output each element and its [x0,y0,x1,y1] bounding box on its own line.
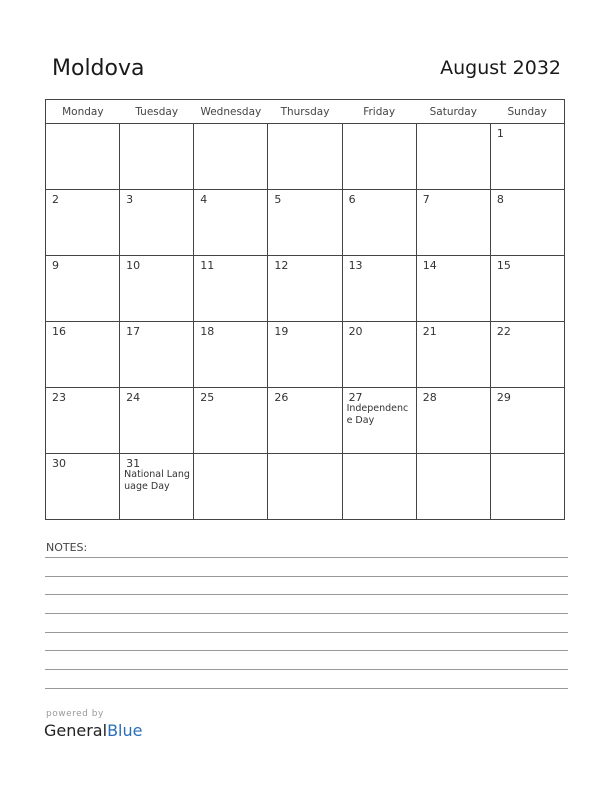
calendar-day-cell [194,454,268,520]
powered-by-text: powered by [46,709,104,719]
brand-general: General [44,721,108,740]
day-number: 11 [200,259,215,272]
calendar-day-cell [416,190,490,256]
calendar-day-cell [342,388,416,454]
calendar-day-cell [120,388,194,454]
notes-label: NOTES: [46,541,88,554]
day-number: 23 [52,391,66,404]
calendar-day-cell [194,322,268,388]
calendar-day-cell [268,454,342,520]
day-number: 31 [126,457,141,470]
weekday-header: Friday [342,100,416,124]
calendar-grid [45,99,565,520]
calendar-day-cell [46,388,120,454]
day-number: 20 [348,325,363,338]
weekday-header-row [46,100,565,124]
brand-logo[interactable] [44,721,142,740]
calendar-day-cell [490,190,564,256]
day-number: 2 [52,193,59,206]
calendar-day-cell [490,124,564,190]
day-number: 17 [126,325,141,338]
day-number: 15 [496,259,511,272]
calendar-day-cell [268,190,342,256]
calendar-day-cell [120,124,194,190]
calendar-day-cell [46,454,120,520]
calendar-day-cell [490,322,564,388]
day-number: 10 [126,259,141,272]
note-line [45,576,568,577]
day-number: 16 [52,325,66,338]
calendar-day-cell [120,190,194,256]
note-line [45,594,568,595]
calendar-day-cell [120,322,194,388]
calendar-week-row [46,322,565,388]
calendar-day-cell [268,322,342,388]
day-number: 18 [200,325,215,338]
day-number: 19 [274,325,289,338]
calendar-day-cell [416,322,490,388]
calendar-week-row [46,388,565,454]
weekday-header: Thursday [268,100,342,124]
calendar-week-row [46,454,565,520]
weekday-header: Monday [46,100,120,124]
note-line [45,632,568,633]
calendar-day-cell [342,454,416,520]
calendar-day-cell [342,256,416,322]
day-number: 26 [274,391,289,404]
calendar-day-cell [342,124,416,190]
brand-blue: Blue [107,721,143,740]
calendar-day-cell [46,124,120,190]
day-number: 9 [52,259,59,272]
calendar-month: August 2032 [440,57,561,79]
weekday-header: Wednesday [194,100,268,124]
calendar-day-cell [416,124,490,190]
calendar-week-row [46,190,565,256]
weekday-header: Tuesday [120,100,194,124]
calendar-week-row [46,124,565,190]
calendar-day-cell [416,454,490,520]
calendar-day-cell [194,190,268,256]
calendar-day-cell [416,256,490,322]
day-number: 6 [348,193,356,206]
note-line [45,669,568,670]
calendar-day-cell [194,124,268,190]
note-line [45,613,568,614]
calendar-day-cell [46,190,120,256]
day-number: 12 [274,259,289,272]
day-number: 22 [496,325,511,338]
calendar-country: Moldova [52,56,145,81]
calendar-day-cell [268,388,342,454]
day-number: 7 [422,193,430,206]
holiday-label: National Language Day [124,469,190,492]
note-line [45,650,568,651]
weekday-header: Saturday [416,100,490,124]
calendar-day-cell [342,322,416,388]
day-number: 24 [126,391,141,404]
day-number: 5 [274,193,282,206]
calendar-day-cell [120,256,194,322]
note-line [45,557,568,558]
day-number: 25 [200,391,215,404]
calendar-day-cell [416,388,490,454]
day-number: 28 [422,391,437,404]
calendar-day-cell [194,388,268,454]
calendar-day-cell [120,454,194,520]
day-number: 30 [52,457,66,470]
holiday-label: Independence Day [346,403,409,426]
day-number: 1 [496,127,504,140]
calendar-day-cell [490,454,564,520]
day-number: 13 [348,259,363,272]
day-number: 14 [422,259,437,272]
day-number: 29 [496,391,511,404]
calendar-day-cell [490,256,564,322]
day-number: 27 [348,391,363,404]
calendar-week-row [46,256,565,322]
day-number: 8 [496,193,504,206]
day-number: 4 [200,193,208,206]
calendar-day-cell [490,388,564,454]
calendar-day-cell [268,124,342,190]
calendar-day-cell [194,256,268,322]
day-number: 3 [126,193,134,206]
day-number: 21 [422,325,437,338]
calendar-day-cell [268,256,342,322]
calendar-day-cell [46,322,120,388]
calendar-day-cell [46,256,120,322]
calendar-day-cell [342,190,416,256]
note-line [45,688,568,689]
weekday-header: Sunday [490,100,564,124]
